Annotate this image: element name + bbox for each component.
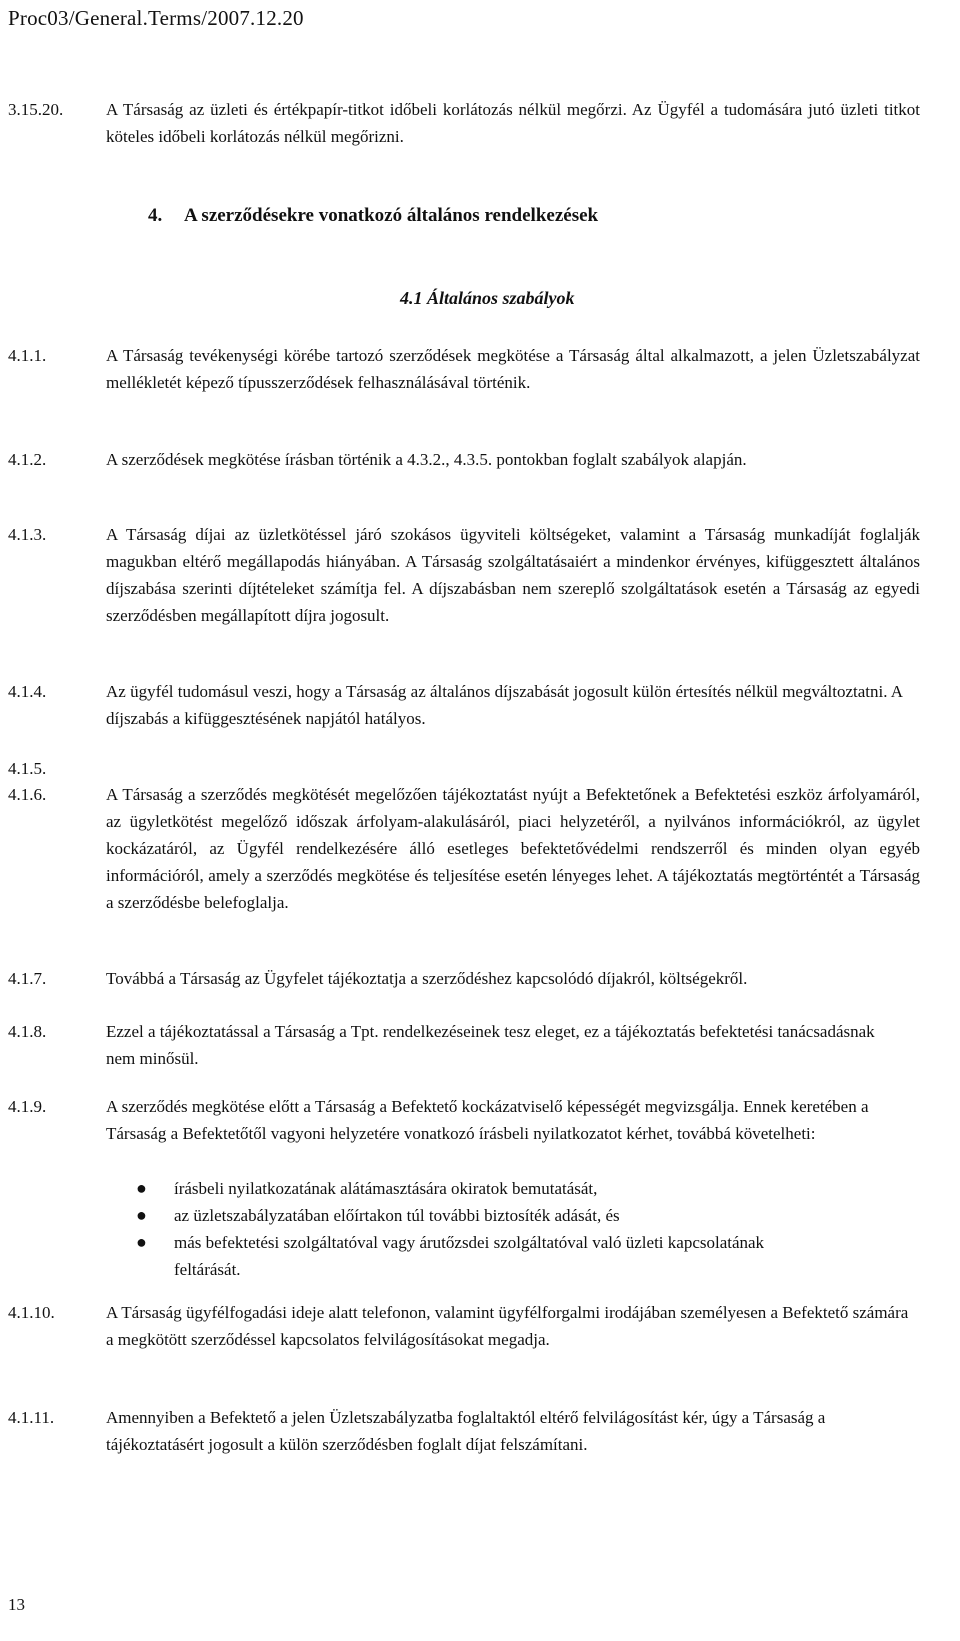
section-text: Továbbá a Társaság az Ügyfelet tájékoztatja a szerződéshez kapcsolódó díjakról, költségekről. xyxy=(106,969,748,988)
section-number: 4.1.3. xyxy=(8,525,47,544)
bullet-icon: ● xyxy=(136,1232,147,1252)
section-text: Ezzel a tájékoztatással a Társaság a Tpt. rendelkezéseinek tesz eleget, ez a tájékoztatás befektetési tanácsadásnak nem minősül. xyxy=(106,1022,875,1068)
chapter-title: A szerződésekre vonatkozó általános rendelkezések xyxy=(184,205,599,226)
section-text: A szerződések megkötése írásban történik a 4.3.2., 4.3.5. pontokban foglalt szabályok alapján. xyxy=(106,450,747,469)
list-item: ● az üzletszabályzatában előírtakon túl további biztosíték adását, és xyxy=(136,1202,836,1229)
page-number: 13 xyxy=(8,1595,25,1614)
bullet-icon: ● xyxy=(136,1178,147,1198)
section-number: 3.15.20. xyxy=(8,100,64,119)
section-number: 4.1.7. xyxy=(8,969,47,988)
list-item: ● más befektetési szolgáltatóval vagy árutőzsdei szolgáltatóval való üzleti kapcsolatának feltárását. xyxy=(136,1229,824,1283)
section-text: A Társaság ügyfélfogadási ideje alatt telefonon, valamint ügyfélforgalmi irodájában személyesen a Befektető számára a megkötött szerződéssel kapcsolatos felvilágosításokat megadja. xyxy=(106,1303,909,1349)
section-text: Az ügyfél tudomásul veszi, hogy a Társaság az általános díjszabását jogosult külön értesítés nélkül megváltoztatni. A díjszabás a kifüggesztésének napjától hatályos. xyxy=(106,682,903,728)
section-number: 4.1.6. xyxy=(8,785,47,804)
section-text: A Társaság az üzleti és értékpapír-titkot időbeli korlátozás nélkül megőrzi. Az Ügyfél a tudomására jutó üzleti titkot köteles időbeli korlátozás nélkül megőrizni. xyxy=(106,100,920,146)
section-number: 4.1.4. xyxy=(8,682,47,701)
section-number: 4.1.10. xyxy=(8,1303,55,1322)
subsection-title: 4.1 Általános szabályok xyxy=(400,288,575,308)
bullet-icon: ● xyxy=(136,1205,147,1225)
section-text: A Társaság díjai az üzletkötéssel járó szokásos ügyviteli költségeket, valamint a Társaság munkadíját foglalják magukban eltérő megállapodás hiányában. A Társaság szolgáltatásaiért a mindenkor érvényes, kifüggesztett általános díjszabása szerinti díjtételeket számítja fel. A díjszabásban nem szereplő szolgáltatások esetén a Társaság az egyedi szerződésben megállapított díjra jogosult. xyxy=(106,525,920,625)
chapter-number: 4. xyxy=(148,205,163,226)
section-number: 4.1.8. xyxy=(8,1022,47,1041)
section-number: 4.1.2. xyxy=(8,450,47,469)
section-number: 4.1.11. xyxy=(8,1408,55,1427)
section-text: A Társaság tevékenységi körébe tartozó szerződések megkötése a Társaság által alkalmazott, a jelen Üzletszabályzat mellékletét képező típusszerződések felhasználásával történik. xyxy=(106,346,920,392)
requirement-list xyxy=(136,1175,836,1283)
section-number: 4.1.5. xyxy=(8,759,47,778)
section-text: Amennyiben a Befektető a jelen Üzletszabályzatba foglaltaktól eltérő felvilágosítást kér, úgy a Társaság a tájékoztatásért jogosult a külön szerződésben foglalt díjat felszámítani. xyxy=(106,1408,826,1454)
list-item: ● írásbeli nyilatkozatának alátámasztására okiratok bemutatását, xyxy=(136,1175,836,1202)
document-header: Proc03/General.Terms/2007.12.20 xyxy=(8,6,304,30)
section-text: A szerződés megkötése előtt a Társaság a Befektető kockázatviselő képességét megvizsgálja. Ennek keretében a Társaság a Befektetőtől vagyoni helyzetére vonatkozó írásbeli nyilatkozatot kérhet, továbbá követelheti: xyxy=(106,1097,869,1143)
section-text: A Társaság a szerződés megkötését megelőzően tájékoztatást nyújt a Befektetőnek a Befektetési eszköz árfolyamáról, az ügyletkötést megelőző időszak árfolyam-alakulásáról, piaci helyzetéről, a nyilvános információkról, az ügylet kockázatáról, az Ügyfél rendelkezésére álló esetleges befektetővédelmi rendszerről és minden olyan egyéb információról, amely a szerződés megkötése és teljesítése esetén lényeges lehet. A tájékoztatás megtörténtét a Társaság a szerződésbe belefoglalja. xyxy=(106,785,920,912)
section-number: 4.1.9. xyxy=(8,1097,47,1116)
section-number: 4.1.1. xyxy=(8,346,47,365)
